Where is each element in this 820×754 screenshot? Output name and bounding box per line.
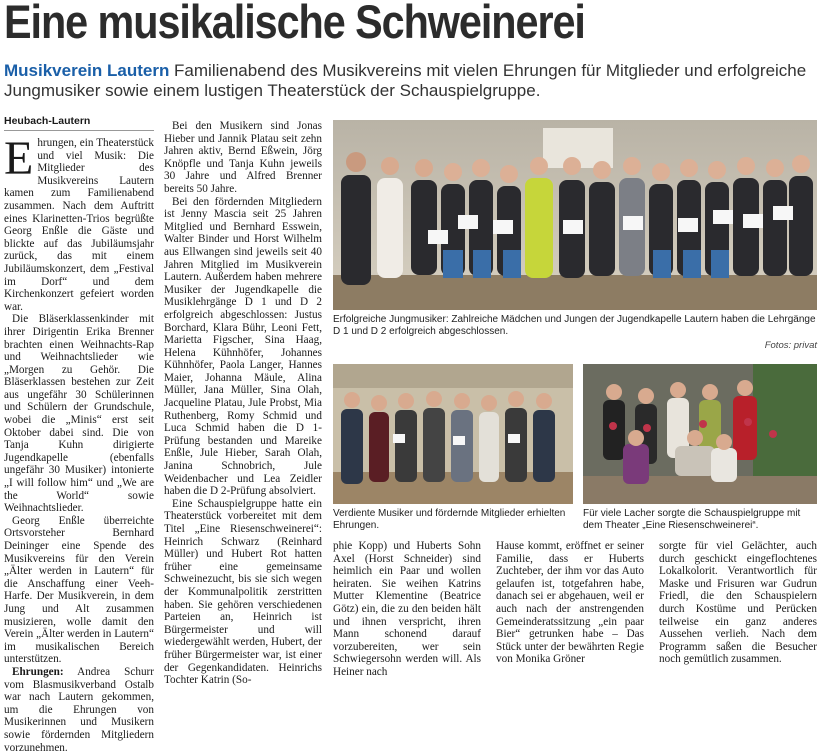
col1-paragraph-3: Georg Enßle überreichte Ortsvorsteher Bernhard Deininger eine Spende des Musikvereins für den Verein „Älter werden in Lautern“ für die Anschaffung einer Veeh-Harfe. Der Musikverein, in dem Jung und Alt zusammen musizieren, wolle damit den Verein „Älter werden in Lautern“ im musikalischen Bereich unterstützen.: [4, 514, 154, 666]
caption-ehrungen: Verdiente Musiker und fördernde Mitglieder erhielten Ehrungen.: [333, 508, 566, 531]
subhead-text: Familienabend des Musikvereins mit vielen Ehrungen für Mitglieder und erfolgreiche Jungmusiker sowie einem lustigen Theaterstück der Schauspielgruppe.: [4, 61, 807, 100]
dropcap: E: [4, 132, 34, 185]
col2-paragraph-1: Bei den Musikern sind Jonas Hieber und Jannik Platau seit zehn Jahren aktiv, Bernd Eßwein, Jörg Knöpfle und Tanja Kuhn jeweils 30 Jahre und Alfred Brenner bereits 50 Jahre.: [164, 120, 322, 195]
article-column-4: Hause kommt, eröffnet er seiner Familie, dass er Huberts Zuchteber, der ihm vor das Auto gelaufen ist, totgefahren habe, danach sei er abgehauen, weil er auch nach der anstrengenden Gemeinderatssitzung „ein paar Bier“ getrunken habe – Das Stück unter der bewährten Regie von Monika Gröner: [496, 540, 644, 666]
article-column-5: sorgte für viel Gelächter, auch durch geschickt eingeflochtenes Lokalkolorit. Verantwortlich für Maske und Frisuren war Gudrun Friedl, die den Schauspielern durch Kostüme und Perücken teilweise ein ganz anderes Aussehen verlieh. Nach dem Programm saßen die Besucher noch gemütlich zusammen.: [659, 540, 817, 666]
article-column-2: [164, 120, 322, 687]
subhead: [4, 61, 814, 101]
photo-theater: [583, 364, 817, 504]
ehrungen-label: Ehrungen:: [12, 665, 64, 678]
photo-credit: Fotos: privat: [764, 340, 817, 351]
col1-paragraph-2: Die Bläserklassenkinder mit ihrer Dirigentin Erika Brenner brachten einen Weihnachts-Rap und Weihnachtslieder wie „Morgen zu Gehör. Die Bläserklassen bestehen zur Zeit aus ungefähr 30 Schülerinnen und Schülern der Grundschule, wobei die „Minis“ erst seit Oktober dabei sind. Die von Tanja Kuhn dirigierte Jugendkapelle (ebenfalls ungefähr 30 Musiker) intonierte „I will follow him“ und „We are the World“ sowie Weihnachtslieder.: [4, 313, 154, 515]
subhead-kicker: Musikverein Lautern: [4, 61, 170, 80]
article-column-3: phie Kopp) und Huberts Sohn Axel (Horst Schneider) sind heimlich ein Paar und wollen heiraten. Sie weihen Katrins Mutter Klementine (Beatrice Götz) ein, die zu den beiden hält und ihnen verspricht, ihren Mann schonend darauf vorzubereiten, wer sein Schwiegersohn werden will. Als Heiner nach: [333, 540, 481, 678]
dateline: Heubach-Lautern: [4, 115, 154, 131]
article-column-1: [4, 132, 154, 754]
photo-ehrungen: [333, 364, 573, 504]
photo-jungmusiker: [333, 120, 817, 310]
headline: Eine musikalische Schweinerei: [4, 0, 585, 48]
caption-main: Erfolgreiche Jungmusiker: Zahlreiche Mädchen und Jungen der Jugendkapelle Lautern haben die Lehrgänge D 1 und D 2 erfolgreich abgeschlossen.: [333, 314, 816, 337]
col1-paragraph-4: Andrea Schurr vom Blasmusikverband Ostalb war nach Lautern gekommen, um die Ehrungen von Musikerinnen und Musikern sowie fördernden Mitgliedern vorzunehmen.: [4, 665, 154, 754]
col1-paragraph-1: hrungen, ein Theaterstück und viel Musik: Die Mitglieder des Musikvereins Lautern kamen zum Familienabend zusammen. Nach dem Auftritt eines Klarinetten-Trios begrüßte Georg Enßle die Gäste und blickte auf das Jubiläumsjahr zurück, das mit einem Jubiläumskonzert, dem „Festival im Dorf“ und dem Kirchenkonzert gefeiert worden war.: [4, 137, 154, 313]
col2-paragraph-3: Eine Schauspielgruppe hatte ein Theaterstück vorbereitet mit dem Titel „Eine Riesenschweinerei“: Heinrich Schwarz (Reinhard Müller) und Hubert Rot hatten früher eine gemeinsame Schweinezucht, bis sie sich wegen der Kommunalpolitik zerstritten haben. Sie gehören verschiedenen Parteien an, Heinrich ist Bürgermeister und will wiedergewählt werden, Hubert, der früher Bürgermeister war, ist einer der Gegenkandidaten. Heinrichs Tochter Katrin (So-: [164, 497, 322, 687]
caption-theater: Für viele Lacher sorgte die Schauspielgruppe mit dem Theater „Eine Riesenschweinerei“.: [583, 508, 801, 531]
col2-paragraph-2: Bei den fördernden Mitgliedern ist Jenny Mascia seit 25 Jahren Mitglied und Bernhard Esswein, Walter Binder und Horst Wilhelm aus Ellwangen sind jeweils seit 40 Jahren Mitglied im Musikverein Lautern. Außerdem haben mehrere Musiker der Jugendkapelle die Musiklehrgänge D 1 und D 2 erfolgreich abgeschlossen: Justus Borchard, Klara Bühr, Leoni Fett, Marietta Figscher, Sina Haag, Helena Kühnhöfer, Johannes Kühnhöfer, Paola Langer, Hannes Maier, Johanna Mäule, Alina Müller, Jana Müller, Sina Olah, Jacqueline Platau, Jule Probst, Mia Ruthenberg, Romy Schmid und Luca Schmid haben die D 1-Prüfung bestanden und Mareike Enßle, Jule Hieber, Sarah Olah, Janina Schnobrich, Jule Weidenbacher und Lea Zeidler haben die D 2-Prüfung absolviert.: [164, 195, 322, 498]
